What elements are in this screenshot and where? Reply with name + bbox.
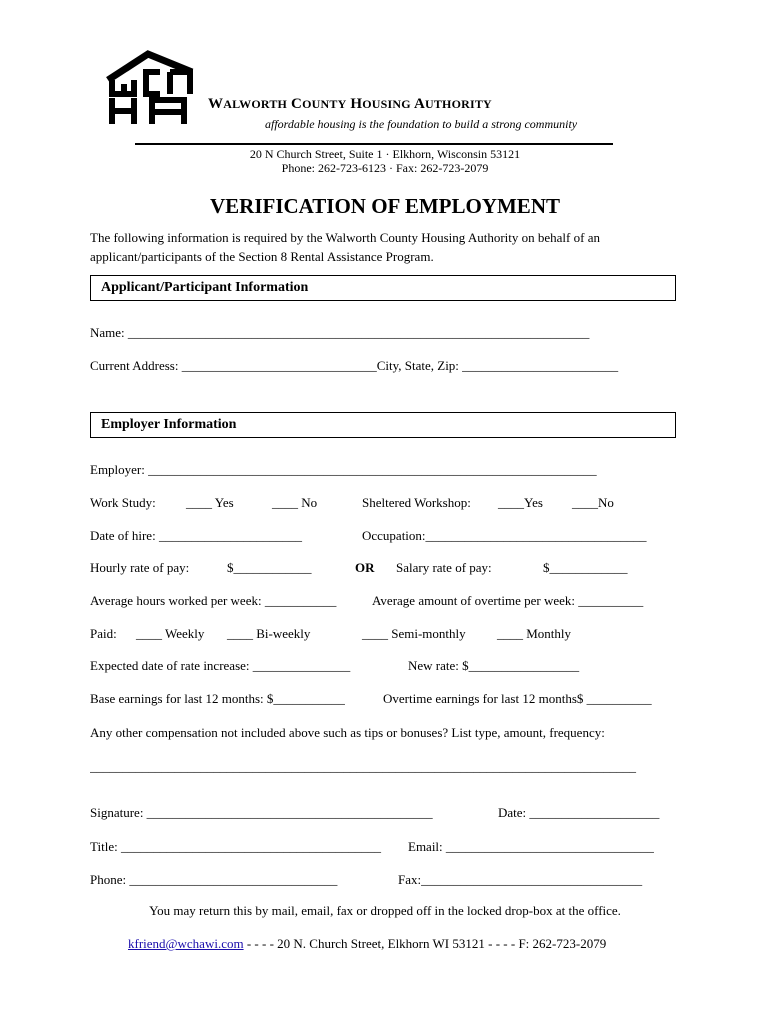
applicant-section-heading: Applicant/Participant Information (90, 275, 676, 301)
org-address: 20 N Church Street, Suite 1 · Elkhorn, Wisconsin 53121 (249, 147, 521, 161)
work-study-yes[interactable]: ____ Yes (186, 495, 234, 510)
email-field[interactable]: Email: ________________________________ (408, 839, 654, 854)
hourly-rate-label: Hourly rate of pay: (90, 560, 190, 575)
sheltered-no[interactable]: ____No (572, 495, 614, 510)
org-tagline: affordable housing is the foundation to build a strong community (265, 117, 578, 131)
paid-weekly[interactable]: ____ Weekly (136, 626, 205, 641)
wcha-logo (104, 50, 196, 126)
sheltered-workshop-label: Sheltered Workshop: (362, 495, 471, 510)
header-divider (135, 143, 613, 145)
other-compensation-field[interactable]: ____________________________________________________________________________________ (90, 759, 636, 774)
employer-section-heading: Employer Information (90, 412, 676, 438)
org-name: WALWORTH COUNTY HOUSING AUTHORITY (208, 96, 492, 112)
form-title: VERIFICATION OF EMPLOYMENT (209, 194, 560, 218)
salary-rate-field[interactable]: $____________ (543, 560, 628, 575)
date-of-hire-field[interactable]: Date of hire: ______________________ (90, 528, 302, 543)
other-compensation-label: Any other compensation not included above such as tips or bonuses? List type, amount, frequency: (90, 725, 605, 740)
fax-field[interactable]: Fax:__________________________________ (398, 872, 643, 887)
paid-biweekly[interactable]: ____ Bi-weekly (227, 626, 311, 641)
phone-field[interactable]: Phone: ________________________________ (90, 872, 338, 887)
org-phone: Phone: 262-723-6123 · Fax: 262-723-2079 (281, 161, 489, 175)
paid-semimonthly[interactable]: ____ Semi-monthly (362, 626, 466, 641)
paid-monthly[interactable]: ____ Monthly (497, 626, 572, 641)
new-rate-field[interactable]: New rate: $_________________ (408, 658, 580, 673)
contact-email-link[interactable]: kfriend@wchawi.com (128, 936, 244, 951)
employer-field[interactable]: Employer: _____________________________________________________________________ (90, 462, 597, 477)
sheltered-yes[interactable]: ____Yes (498, 495, 543, 510)
overtime-earnings-field[interactable]: Overtime earnings for last 12 months$ __________ (383, 691, 652, 706)
salary-rate-label: Salary rate of pay: (396, 560, 492, 575)
return-instructions: You may return this by mail, email, fax or dropped off in the locked drop-box at the office. (149, 903, 621, 918)
title-field[interactable]: Title: ________________________________________ (90, 839, 381, 854)
hourly-rate-field[interactable]: $____________ (227, 560, 312, 575)
expected-date-field[interactable]: Expected date of rate increase: _______________ (90, 658, 351, 673)
occupation-field[interactable]: Occupation:__________________________________ (362, 528, 647, 543)
footer-contact (128, 936, 606, 952)
name-field[interactable]: Name: _______________________________________________________________________ (90, 325, 590, 340)
form-intro: The following information is required by the Walworth County Housing Authority on behalf of an applicant/participants of the Section 8 Rental Assistance Program. (90, 230, 600, 264)
footer-contact-details: - - - - 20 N. Church Street, Elkhorn WI 53121 - - - - F: 262-723-2079 (243, 936, 607, 951)
base-earnings-field[interactable]: Base earnings for last 12 months: $___________ (90, 691, 345, 706)
avg-hours-field[interactable]: Average hours worked per week: ___________ (90, 593, 337, 608)
signature-field[interactable]: Signature: ____________________________________________ (90, 805, 433, 820)
date-field[interactable]: Date: ____________________ (498, 805, 660, 820)
avg-overtime-field[interactable]: Average amount of overtime per week: __________ (372, 593, 644, 608)
paid-label: Paid: (90, 626, 117, 641)
address-field[interactable]: Current Address: ______________________________City, State, Zip: ________________________ (90, 358, 619, 373)
work-study-no[interactable]: ____ No (272, 495, 318, 510)
work-study-label: Work Study: (90, 495, 156, 510)
or-label: OR (355, 560, 375, 575)
